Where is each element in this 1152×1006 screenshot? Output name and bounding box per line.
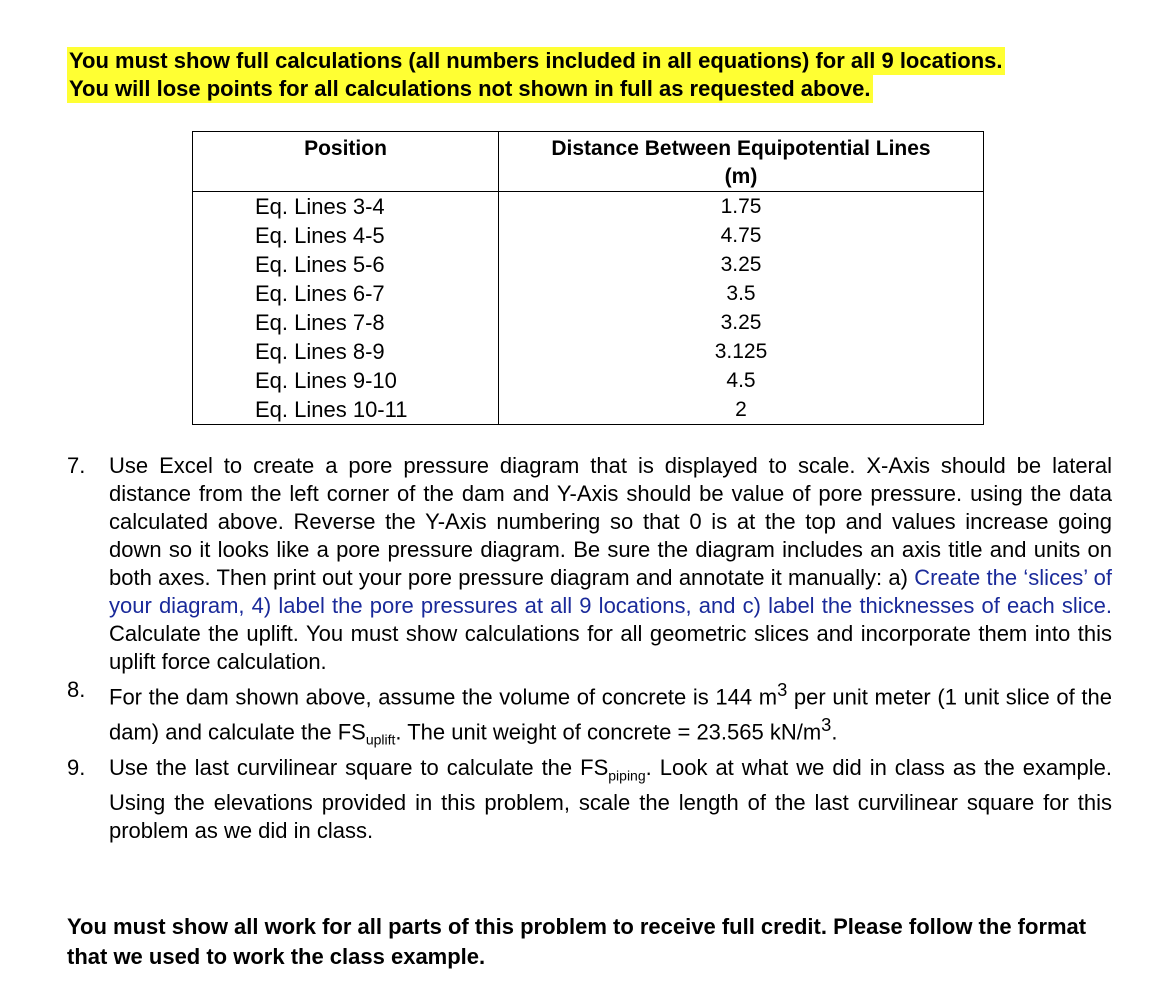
- question-number: 8.: [67, 677, 86, 702]
- table-row-distance: 3.25: [720, 253, 762, 276]
- table-row-position: Eq. Lines 10-11: [255, 397, 408, 422]
- question-7-text-a: Use Excel to create a pore pressure diagram that is displayed to scale. X-Axis should be lateral distance from the left corner of the dam and Y-Axis should be value of pore pressure. using the data calculated above. Reverse the Y-Axis numbering so that 0 is at the top and values increase going down so it looks like a pore pressure diagram. Be sure the diagram includes an axis title and units on both axes. Then print out your pore pressure diagram and annotate it manually: a): [109, 453, 1112, 590]
- question-9-text-a: Use the last curvilinear square to calculate the FS: [109, 755, 609, 781]
- question-8-text-a: For the dam shown above, assume the volume of concrete is 144 m: [109, 684, 778, 710]
- table-row-distance: 2: [735, 398, 747, 421]
- table-row-distance: 3.5: [726, 282, 756, 305]
- table-row-distance: 4.75: [720, 224, 762, 247]
- subscript: piping: [608, 767, 646, 784]
- distance-header-units: (m): [724, 165, 758, 188]
- question-7: [67, 452, 1112, 676]
- question-7-text-c: Calculate the uplift. You must show calculations for all geometric slices and incorporate them into this uplift force calculation.: [109, 621, 1112, 674]
- question-number: 7.: [67, 453, 86, 478]
- table-row-position: Eq. Lines 8-9: [255, 339, 385, 364]
- subscript: uplift: [365, 732, 396, 749]
- footer-instructions: You must show all work for all parts of this problem to receive full credit. Please follow the format that we used to work the class example.: [67, 914, 1087, 969]
- table-row-distance: 4.5: [726, 369, 756, 392]
- equipotential-distance-table: [192, 131, 984, 425]
- question-list: [67, 452, 1112, 845]
- table-row-position: Eq. Lines 5-6: [255, 252, 385, 277]
- distance-column-header: [499, 132, 984, 192]
- table-row-position: Eq. Lines 9-10: [255, 368, 397, 393]
- position-column: [193, 192, 499, 425]
- superscript: 3: [821, 714, 832, 736]
- question-9: [67, 754, 1112, 845]
- highlighted-notice: [67, 47, 1005, 103]
- table-row-position: Eq. Lines 6-7: [255, 281, 385, 306]
- distance-list: [499, 192, 983, 424]
- table-row-distance: 3.25: [720, 311, 762, 334]
- position-list: [193, 192, 498, 424]
- superscript: 3: [777, 679, 788, 700]
- distance-column: [499, 192, 984, 425]
- notice-line-2: You will lose points for all calculations not shown in full as requested above.: [69, 76, 871, 101]
- table-row-position: Eq. Lines 4-5: [255, 223, 385, 248]
- position-column-header: Position: [193, 132, 499, 192]
- question-8-text-d: .: [831, 719, 838, 745]
- question-number: 9.: [67, 755, 86, 781]
- question-9-text-b: . Look at what we did in class as the example. Using the elevations provided in this problem, scale the length of the last curvilinear square for this problem as we did in class.: [109, 755, 1112, 844]
- distance-header-line-1: Distance Between Equipotential Lines: [551, 137, 931, 160]
- question-8-text-b: per unit meter (1 unit slice of the dam) and calculate the FS: [109, 684, 1112, 745]
- notice-line-1: You must show full calculations (all numbers included in all equations) for all 9 locations.: [69, 48, 1003, 73]
- table-row-position: Eq. Lines 3-4: [255, 194, 385, 219]
- question-8-text-c: . The unit weight of concrete = 23.565 kN/m: [395, 719, 822, 745]
- table-row-distance: 1.75: [720, 195, 762, 218]
- table-row-distance: 3.125: [714, 340, 768, 363]
- question-7-text-b: Create the ‘slices’ of your diagram, 4) label the pore pressures at all 9 locations, and c) label the thicknesses of each slice.: [109, 565, 1112, 618]
- table-row-position: Eq. Lines 7-8: [255, 310, 385, 335]
- question-8: [67, 676, 1112, 754]
